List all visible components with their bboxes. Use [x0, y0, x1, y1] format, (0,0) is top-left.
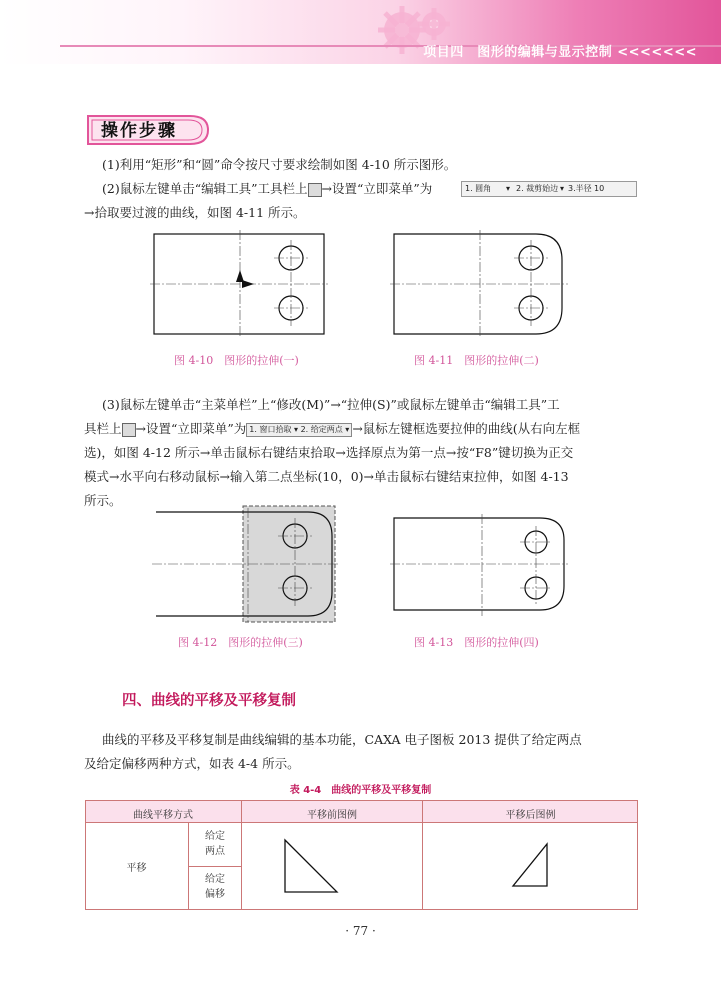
menu-item-window-pick: 1. 窗口拾取: [249, 424, 292, 434]
figure-caption: 图 4-11 图形的拉伸(二): [414, 354, 539, 367]
paragraph-text: 具栏上: [84, 421, 122, 436]
figure-4-12: [150, 504, 345, 626]
table-cell-text: 偏移: [205, 889, 225, 900]
fillet-tool-icon: [308, 183, 322, 197]
table-cell-row-label: 平移: [126, 863, 147, 874]
table-cell-text: 两点: [205, 846, 225, 857]
section-title: 四、曲线的平移及平移复制: [122, 693, 296, 709]
paragraph: 曲线的平移及平移复制是曲线编辑的基本功能，CAXA 电子图板 2013 提供了给定两点: [102, 732, 582, 747]
figure-4-13: [390, 514, 570, 619]
paragraph: (1)利用“矩形”和“圆”命令按尺寸要求绘制如图 4-10 所示图形。: [102, 157, 457, 172]
table-cell-sub2: [189, 872, 241, 902]
figure-caption: 图 4-13 图形的拉伸(四): [414, 636, 539, 649]
paragraph: (3)鼠标左键单击“主菜单栏”上“修改(M)”→“拉伸(S)”或鼠标左键单击“编辑工具”工: [102, 397, 560, 412]
figure-4-10: [150, 230, 330, 340]
paragraph-text: (2)鼠标左键单击“编辑工具”工具栏上: [102, 181, 308, 196]
menu-item-fillet: 1. 圆角: [465, 184, 492, 193]
paragraph: 模式→水平向右移动鼠标→输入第二点坐标(10，0)→单击鼠标右键结束拉伸，如图 4-13: [84, 469, 569, 484]
paragraph-text: →鼠标左键框选要拉伸的曲线(从右向左框: [352, 421, 581, 436]
immediate-menu-stretch: 1. 窗口拾取 ▾ 2. 给定两点 ▾: [246, 423, 352, 437]
steps-badge-label: 操作步骤: [101, 121, 177, 141]
paragraph: 选)，如图 4-12 所示→单击鼠标右键结束拾取→选择原点为第一点→按“F8”键切换为正交: [84, 445, 574, 460]
figure-caption: 图 4-12 图形的拉伸(三): [178, 636, 303, 649]
paragraph: →拾取要过渡的曲线，如图 4-11 所示。: [84, 205, 306, 220]
table-header: 曲线平移方式: [133, 810, 193, 821]
radius-value: 10: [594, 184, 605, 193]
page-number: · 77 ·: [345, 924, 376, 938]
table-4-4: [85, 800, 638, 910]
figure-4-11: [390, 230, 570, 340]
paragraph: [102, 177, 432, 201]
paragraph-text: →设置“立即菜单”为: [321, 181, 433, 196]
table-cell-text: 给定: [205, 874, 225, 885]
stretch-tool-icon: [122, 423, 136, 437]
table-header: 平移后图例: [505, 810, 556, 821]
paragraph: 所示。: [84, 493, 122, 508]
chevron-down-icon: ▾: [506, 184, 511, 193]
table-cell-text: 给定: [205, 831, 225, 842]
menu-item-trim: 2. 裁剪始边: [516, 184, 559, 193]
table-cell-sub1: [189, 829, 241, 859]
header-title: 项目四 图形的编辑与显示控制 <<<<<<<: [423, 45, 697, 60]
menu-item-radius: 3.半径: [568, 184, 592, 193]
immediate-menu-fillet: [461, 181, 637, 197]
menu-item-two-points: 2. 给定两点: [300, 424, 343, 434]
table-caption: 表 4-4 曲线的平移及平移复制: [289, 785, 432, 796]
paragraph: [84, 417, 580, 441]
chevron-down-icon: ▾: [560, 184, 565, 193]
figure-caption: 图 4-10 图形的拉伸(一): [174, 354, 299, 367]
table-header: 平移前图例: [307, 810, 357, 821]
paragraph-text: →设置“立即菜单”为: [135, 421, 247, 436]
paragraph: 及给定偏移两种方式，如表 4-4 所示。: [84, 756, 300, 771]
